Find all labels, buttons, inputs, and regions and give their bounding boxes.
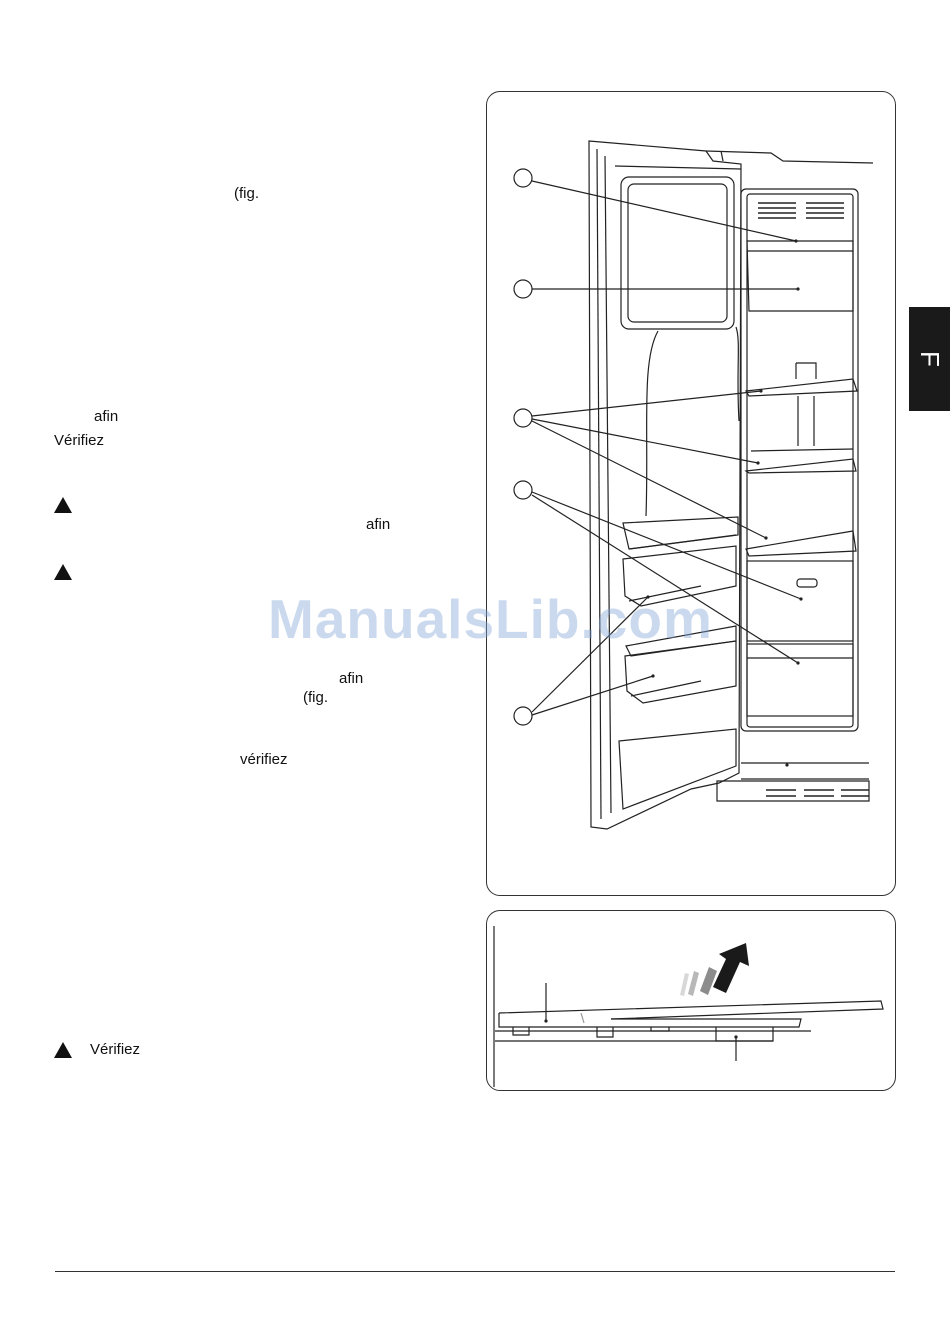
text-fragment-fig-1: (fig. [234,185,260,202]
text-fragment-afin-3: afin [339,670,364,687]
text-fragment-fig-2: (fig. [303,689,329,706]
language-tab-letter: F [915,351,945,367]
warning-triangle-icon [54,497,72,513]
text-fragment-verifiez-1: Vérifiez [54,432,105,449]
fridge-illustration-frame [486,91,896,896]
warning-triangle-icon [54,564,72,580]
fridge-open-door-illustration [487,92,895,895]
text-fragment-verifiez-3: Vérifiez [90,1041,141,1058]
watermark-text: ManualsLib.com [268,588,713,650]
shelf-tilt-illustration [487,911,895,1090]
warning-triangle-icon [54,1042,72,1058]
footer-rule [55,1271,895,1272]
text-fragment-afin-2: afin [366,516,391,533]
language-side-tab [909,307,950,411]
text-fragment-afin-1: afin [94,408,119,425]
shelf-illustration-frame [486,910,896,1091]
text-fragment-verifiez-2: vérifiez [240,751,288,768]
